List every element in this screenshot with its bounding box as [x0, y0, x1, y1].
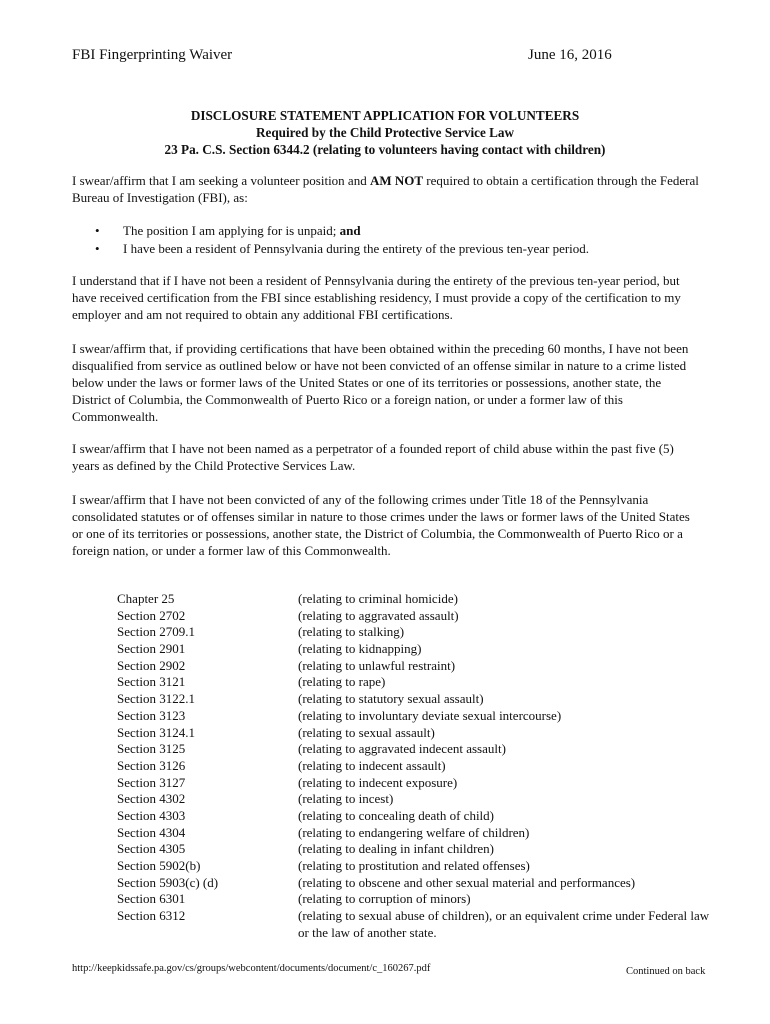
crime-section: Section 3127 — [117, 774, 186, 790]
crime-description: (relating to indecent assault) — [298, 757, 446, 773]
paragraph-fbi-certification: I understand that if I have not been a resident of Pennsylvania during the entirety of the previous ten-year period, but have received certification from the FBI since establishing residency, I must provide a copy of the certification to my employer and am not required to obtain any additional FBI certifications. — [72, 273, 681, 322]
crime-description: (relating to concealing death of child) — [298, 807, 495, 823]
document-subtitle: Required by the Child Protective Service Law — [255, 125, 515, 141]
paragraph-text: required to obtain a certification through the Federal Bureau of Investigation (FBI), as: — [72, 173, 699, 205]
paragraph-disqualification: I swear/affirm that, if providing certifications that have been obtained within the preceding 60 months, I have not been disqualified from service as outlined below or have not been convicted of an offense similar in nature to a crime listed below under the laws or former laws of the United States or one of its territories or possessions, another state, the District of Columbia, the Commonwealth of Puerto Rico or a foreign nation, or under a former law of this Commonwealth. — [72, 341, 689, 424]
crime-section: Section 4305 — [117, 841, 186, 857]
paragraph-child-abuse: I swear/affirm that I have not been named as a perpetrator of a founded report of child abuse within the past five (5) years as defined by the Child Protective Services Law. — [72, 441, 674, 473]
crime-section: Section 6301 — [117, 891, 186, 907]
bullet-icon: • — [95, 223, 100, 238]
crime-section: Section 3124.1 — [117, 724, 195, 740]
paragraph-crimes-intro: I swear/affirm that I have not been convicted of any of the following crimes under Title 18 of the Pennsylvania consolidated statutes or of offenses similar in nature to those crimes under the laws or former laws of the United States or one of its territories or possessions, another state, the District of Columbia, the Commonwealth of Puerto Rico or a foreign nation, or under a former law of this Commonwealth. — [72, 492, 690, 558]
bullet-icon: • — [95, 241, 100, 256]
crime-section: Section 4303 — [117, 807, 186, 823]
statute-reference: 23 Pa. C.S. Section 6344.2 (relating to volunteers having contact with children) — [164, 142, 606, 158]
crime-description: (relating to involuntary deviate sexual intercourse) — [298, 707, 562, 723]
crime-description: (relating to prostitution and related offenses) — [298, 858, 530, 873]
crime-description: (relating to indecent exposure) — [298, 774, 458, 790]
crime-section: Section 4302 — [117, 791, 186, 807]
footer-url: http://keepkidssafe.pa.gov/cs/groups/webcontent/documents/document/c_160267.pdf — [72, 963, 431, 974]
crime-description: (relating to criminal homicide) — [298, 591, 458, 606]
crime-description: (relating to incest) — [298, 791, 394, 807]
emphasis-am-not: AM NOT — [369, 173, 424, 188]
crime-description: (relating to sexual abuse of children), or an equivalent crime under Federal law or the law of another state. — [298, 908, 710, 940]
crime-description: (relating to endangering welfare of children) — [298, 824, 530, 840]
header-date: June 16, 2016 — [528, 47, 612, 63]
crime-section: Section 5902(b) — [117, 858, 201, 873]
crime-section: Section 3121 — [117, 674, 186, 690]
crime-section: Section 3123 — [117, 707, 186, 723]
crime-section: Section 2902 — [117, 657, 186, 673]
bullet-text: I have been a resident of Pennsylvania during the entirety of the previous ten-year period. — [123, 241, 590, 256]
crime-section: Section 2901 — [117, 641, 186, 657]
crime-description: (relating to stalking) — [298, 624, 405, 640]
crime-description: (relating to aggravated assault) — [298, 607, 459, 623]
crime-section: Section 6312 — [117, 908, 186, 924]
crime-description: (relating to rape) — [298, 674, 386, 690]
crime-description: (relating to statutory sexual assault) — [298, 691, 484, 707]
crime-section: Section 2709.1 — [117, 624, 195, 640]
crime-description: (relating to kidnapping) — [298, 641, 422, 657]
paragraph-text: I swear/affirm that I am seeking a volunteer position and — [72, 173, 370, 188]
crime-section: Section 4304 — [117, 824, 186, 840]
crime-section: Section 2702 — [117, 607, 186, 623]
crime-section: Chapter 25 — [117, 591, 175, 606]
header-title: FBI Fingerprinting Waiver — [72, 47, 233, 63]
crime-section: Section 5903(c) (d) — [117, 874, 219, 890]
crime-description: (relating to obscene and other sexual material and performances) — [298, 874, 636, 890]
crime-section: Section 3125 — [117, 741, 186, 757]
paragraph-volunteer-statement — [72, 172, 700, 206]
crime-description: (relating to dealing in infant children) — [298, 841, 495, 857]
bullet-text: The position I am applying for is unpaid; — [123, 223, 340, 238]
emphasis-and: and — [339, 223, 361, 238]
crime-section: Section 3122.1 — [117, 691, 195, 707]
crime-description: (relating to unlawful restraint) — [298, 657, 456, 673]
continued-note: Continued on back — [626, 966, 706, 977]
document-title-block — [0, 107, 770, 159]
crime-description: (relating to aggravated indecent assault) — [298, 741, 506, 757]
crime-section: Section 3126 — [117, 757, 186, 773]
crime-description: (relating to sexual assault) — [298, 724, 435, 740]
crime-description: (relating to corruption of minors) — [298, 891, 471, 907]
document-title: DISCLOSURE STATEMENT APPLICATION FOR VOLUNTEERS — [190, 108, 580, 123]
